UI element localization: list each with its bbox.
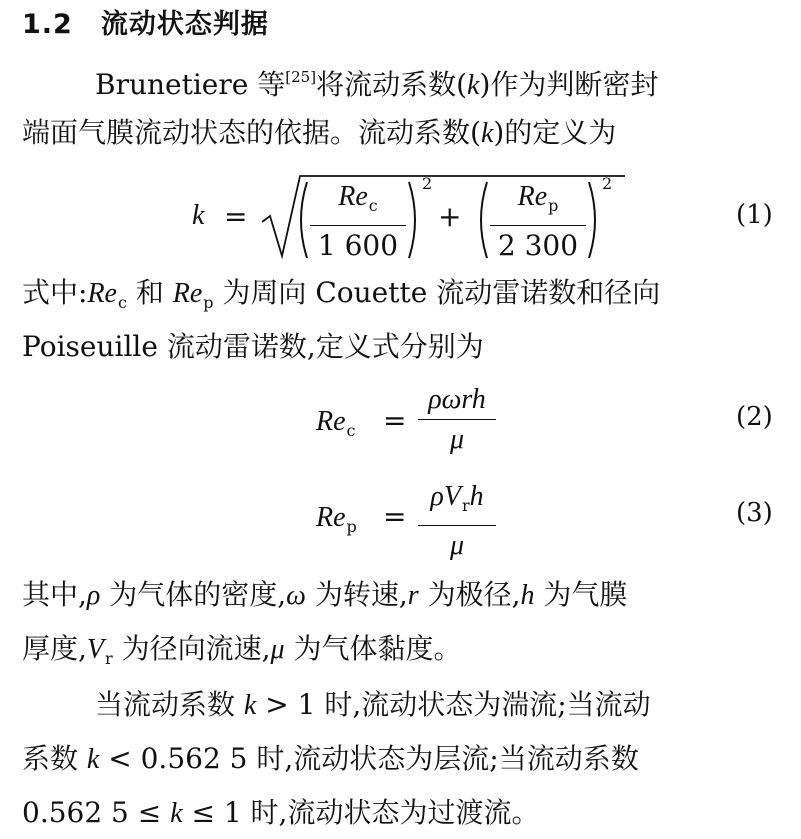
eq2-label: (2) <box>736 402 773 432</box>
equation-1 <box>190 170 630 262</box>
eq2-lhs <box>316 404 356 440</box>
eq3-lhs-base: Re <box>316 502 346 533</box>
symbol-k: k <box>170 798 183 829</box>
para3-line2 <box>22 632 461 676</box>
symbol-mu: μ <box>270 634 285 665</box>
para3-text-f: 为径向流速, <box>112 632 271 665</box>
fraction-1 <box>310 180 406 262</box>
eq1-lhs: k <box>192 200 205 231</box>
eq3-label: (3) <box>736 498 773 528</box>
para4-text-a: 当流动系数 <box>95 688 244 721</box>
symbol-V-sub: r <box>105 649 113 668</box>
eq2-lhs-base: Re <box>316 406 346 437</box>
para2-shizhong: 式中: <box>22 276 88 309</box>
author-name: Brunetiere <box>95 68 249 101</box>
para3-text-d: 为极径, <box>418 578 521 611</box>
para3-qizhong: 其中, <box>22 578 87 611</box>
eq3-den: μ <box>449 530 465 561</box>
para2-line1 <box>22 276 660 320</box>
rec-base: Re <box>87 278 117 309</box>
para2-line2 <box>22 330 484 364</box>
para2-text: 为周向 Couette 流动雷诺数和径向 <box>213 276 661 309</box>
para4-text-f: ≤ 1 时,流动状态为过渡流。 <box>182 796 540 829</box>
eq3-lhs-sub: p <box>346 517 357 536</box>
plus-sign: + <box>438 200 462 233</box>
para1-line2-a: 端面气膜流动状态的依据。流动系数( <box>22 116 481 149</box>
para4-line2 <box>22 742 639 777</box>
para3-line1 <box>22 578 627 613</box>
deng-text: 等 <box>257 68 286 101</box>
para3-text-e: 为气膜 <box>534 578 628 611</box>
left-paren-1 <box>294 180 310 260</box>
symbol-rho: ρ <box>86 580 101 611</box>
symbol-k: k <box>86 744 100 775</box>
citation-ref[interactable]: [25] <box>285 68 317 86</box>
para2-he: 和 <box>126 276 173 309</box>
frac1-num-base: Re <box>338 181 368 212</box>
para4-line3 <box>22 796 539 831</box>
para1-text1: 将流动系数( <box>316 68 467 101</box>
frac2-den: 2 300 <box>497 229 579 262</box>
para3-houdu: 厚度, <box>22 632 87 665</box>
para1-line2-b: )的定义为 <box>493 116 617 149</box>
fraction-2 <box>490 180 586 262</box>
exp-2: 2 <box>602 174 613 193</box>
eq2-den: μ <box>449 424 465 455</box>
para4-text-c: 系数 <box>22 742 87 775</box>
eq1-label: (1) <box>736 200 773 230</box>
frac1-den: 1 600 <box>317 229 399 262</box>
eq1-equals: = <box>224 200 248 233</box>
eq2-fraction <box>418 384 496 456</box>
frac1-bar <box>310 225 406 226</box>
rec-sub: c <box>117 293 127 312</box>
para2-line2-text: Poiseuille 流动雷诺数,定义式分别为 <box>22 330 484 363</box>
exp-1: 2 <box>422 174 433 193</box>
symbol-k: k <box>480 118 494 149</box>
eq2-num: ρωrh <box>428 384 486 415</box>
para1-text2: )作为判断密封 <box>479 68 659 101</box>
para3-text-g: 为气体黏度。 <box>284 632 462 665</box>
symbol-omega: ω <box>286 580 306 611</box>
eq2-equals: = <box>383 404 407 437</box>
eq3-bar <box>418 525 496 526</box>
right-paren-1 <box>406 180 422 260</box>
frac2-num-sub: p <box>548 196 559 215</box>
symbol-k: k <box>467 70 480 101</box>
para4-line1 <box>95 688 651 723</box>
right-paren-2 <box>586 180 602 260</box>
eq3-lhs <box>316 500 357 536</box>
para3-text-b: 为气体的密度, <box>100 578 287 611</box>
symbol-r: r <box>407 580 419 611</box>
symbol-k: k <box>243 690 257 721</box>
eq2-lhs-sub: c <box>346 421 356 440</box>
rep-base: Re <box>172 278 203 309</box>
symbol-V: V <box>86 634 105 665</box>
section-heading <box>22 2 269 41</box>
para3-text-c: 为转速, <box>305 578 408 611</box>
eq3-num-sub: r <box>461 496 470 515</box>
frac2-num-base: Re <box>517 181 548 212</box>
eq3-num-a: ρV <box>430 481 461 512</box>
left-paren-2 <box>474 180 490 260</box>
para4-text-d: < 0.562 5 时,流动状态为层流;当流动系数 <box>99 742 639 775</box>
para1-line2 <box>22 116 616 151</box>
para4-text-e: 0.562 5 ≤ <box>22 796 171 829</box>
frac2-bar <box>490 225 586 226</box>
section-number: 1.2 <box>22 9 73 40</box>
symbol-h: h <box>520 580 535 611</box>
eq2-bar <box>418 419 496 420</box>
frac1-num-sub: c <box>368 196 378 215</box>
eq3-fraction <box>418 480 496 562</box>
rep-sub: p <box>203 293 214 312</box>
para1-line1 <box>95 60 658 103</box>
eq3-equals: = <box>383 500 407 533</box>
eq3-num-b: h <box>469 481 484 512</box>
para4-text-b: > 1 时,流动状态为湍流;当流动 <box>256 688 651 721</box>
section-title: 流动状态判据 <box>100 9 269 40</box>
